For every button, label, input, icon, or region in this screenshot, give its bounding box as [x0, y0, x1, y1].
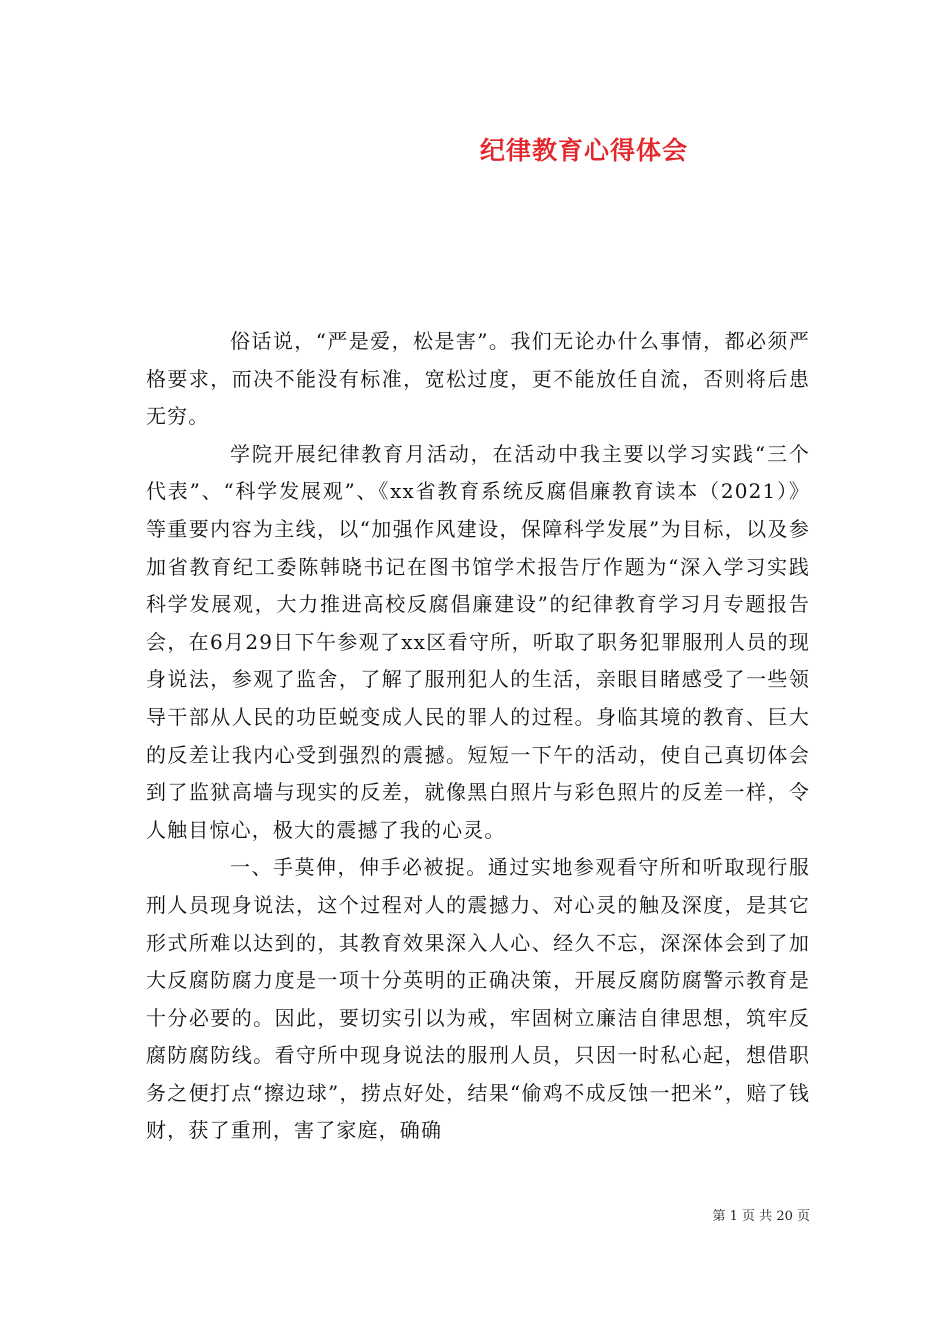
document-body [146, 323, 810, 1150]
paragraph-activity: 学院开展纪律教育月活动，在活动中我主要以学习实践“三个代表”、“科学发展观”、《xx省教育系统反腐倡廉教育读本（2021）》等重要内容为主线，以“加强作风建设，保障科学发展”为目标，以及参加省教育纪工委陈韩晓书记在图书馆学术报告厅作题为“深入学习实践科学发展观，大力推进高校反腐倡廉建设”的纪律教育学习月专题报告会，在6月29日下午参观了xx区看守所，听取了职务犯罪服刑人员的现身说法，参观了监舍，了解了服刑犯人的生活，亲眼目睹感受了一些领导干部从人民的功臣蜕变成人民的罪人的过程。身临其境的教育、巨大的反差让我内心受到强烈的震撼。短短一下午的活动，使自己真切体会到了监狱高墙与现实的反差，就像黑白照片与彩色照片的反差一样，令人触目惊心，极大的震撼了我的心灵。 [146, 441, 810, 842]
paragraph-section-one: 一、手莫伸，伸手必被捉。通过实地参观看守所和听取现行服刑人员现身说法，这个过程对人的震撼力、对心灵的触及深度，是其它形式所难以达到的，其教育效果深入人心、经久不忘，深深体会到了加大反腐防腐力度是一项十分英明的正确决策，开展反腐防腐警示教育是十分必要的。因此，要切实引以为戒，牢固树立廉洁自律思想，筑牢反腐防腐防线。看守所中现身说法的服刑人员，只因一时私心起，想借职务之便打点“擦边球”，捞点好处，结果“偷鸡不成反蚀一把米”，赔了钱财，获了重刑，害了家庭，确确 [146, 855, 810, 1143]
page-number-footer: 第 1 页 共 20 页 [712, 1209, 810, 1224]
paragraph-intro: 俗话说，“严是爱，松是害”。我们无论办什么事情，都必须严格要求，而决不能没有标准，宽松过度，更不能放任自流，否则将后患无穷。 [146, 329, 810, 429]
document-title: 纪律教育心得体会 [479, 136, 688, 165]
